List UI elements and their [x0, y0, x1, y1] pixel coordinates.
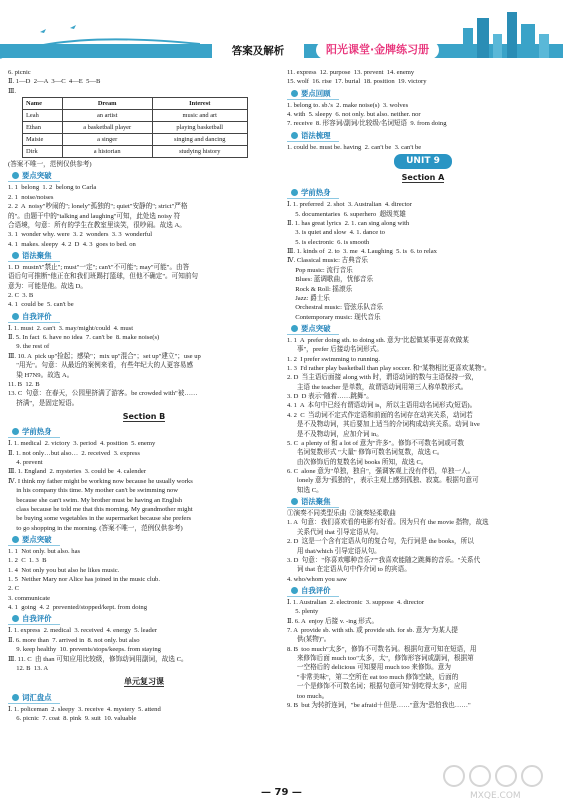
table-cell: studying history — [152, 146, 248, 158]
tag-icon — [291, 132, 298, 139]
tag-label: 语法聚焦 — [22, 250, 52, 260]
answer-line: 4. 1 going 4. 2 prevented/stopped/kept. from doing — [8, 604, 147, 612]
answer-line: 是不及物动词，应加介词 in。 — [287, 430, 383, 438]
answer-line: Ⅱ. 1. not only…but also… 2. received 3. express — [8, 449, 140, 457]
tag-label: 要点回顾 — [301, 88, 331, 98]
page-header — [0, 0, 563, 66]
answer-line: Ⅲ. — [8, 87, 17, 95]
tag-label: 语法聚焦 — [301, 497, 331, 507]
dream-table — [22, 97, 248, 158]
tag-icon — [291, 498, 298, 505]
answer-line: 11. express 12. purpose 13. prevent 14. enemy — [287, 69, 415, 76]
answer-line: 9. B but 为转折连词，"be afraid＋但是……"意为"恐怕我也……" — [287, 701, 471, 709]
answer-block — [8, 263, 280, 310]
answer-line: Orchestral music: 管弦乐队音乐 — [287, 304, 384, 312]
answer-line: 2. D 当主语后面接 along with 时，谓语动词的数与主语保持一致， — [287, 374, 479, 382]
answer-line: 9. the rest of — [8, 343, 50, 351]
table-cell: music and art — [152, 110, 248, 122]
answer-line: 6. C alone 意为"单独，独自"，强调客观上没有伴侣，单独一人。 — [287, 467, 475, 475]
answer-line: Ⅱ. 1. has great lyrics 2. 1. can sing along with — [287, 220, 410, 227]
section-tag — [8, 427, 60, 438]
answer-line: 1. 2 I prefer swimming to running. — [287, 355, 380, 363]
answer-block — [8, 324, 280, 408]
answer-line: Ⅳ. Classical music: 古典音乐 — [287, 257, 368, 265]
table-row — [23, 134, 248, 146]
header-book-title: 阳光课堂·金牌练习册 — [316, 41, 439, 59]
answer-line: Ⅰ. 1. medical 2. victory 3. period 4. position 5. enemy — [8, 440, 156, 448]
answer-line: 4. 1 makes. sleepy 4. 2 D 4. 3 goes to bed. on — [8, 240, 136, 248]
tag-label: 学前热身 — [301, 188, 331, 198]
answer-line: 主语 the teacher 是单数，故谓语动词用第三人称单数形式。 — [287, 383, 468, 391]
table-cell: an artist — [62, 110, 152, 122]
answer-line: 1. 1 Not only. but also. has — [8, 547, 81, 555]
answer-block — [8, 547, 280, 613]
answer-line: 1. could be. must be. having 2. can't be 3. can't be — [287, 143, 422, 151]
table-cell: a historian — [62, 146, 152, 158]
answer-line: Contemporary music: 现代音乐 — [287, 313, 381, 321]
answer-line: 一空格后的 delicious 可知要用 much too 来修饰。意为 — [287, 664, 451, 672]
answer-line: 来修饰后面 much too"太多，太"，修饰形容词或副词，根据第 — [287, 655, 474, 663]
answer-line: Ⅰ. 1. preferred 2. shot 3. Australian 4. director — [287, 201, 412, 209]
table-row — [23, 146, 248, 158]
answer-line: 1. 4 Not only you but also he likes music. — [8, 566, 120, 574]
tag-label: 自我评价 — [22, 614, 52, 624]
tag-icon — [291, 325, 298, 332]
table-cell: Leah — [23, 110, 63, 122]
city-skyline-icon — [455, 4, 555, 60]
answer-line: 1. belong to. sb.'s 2. make noise(s) 3. wolves — [287, 101, 409, 109]
tag-label: 词汇盘点 — [22, 692, 52, 702]
watermark-text: MXQE.COM — [470, 791, 521, 801]
answer-line: 7. A provide sb. with sth. 或 provide sth. for sb. 意为"为某人提 — [287, 627, 459, 635]
tag-icon — [12, 615, 19, 622]
unit-review-title: 单元复习课 — [124, 677, 164, 687]
answer-line: 由次修饰后的复数名词 books 所知，故选 C。 — [287, 458, 428, 466]
table-row — [23, 110, 248, 122]
answer-line: 1. D mustn't"禁止"; must"一定"; can't"不可能"; may"可能"。由答 — [8, 263, 190, 271]
unit-title: UNIT 9 — [394, 154, 452, 169]
tag-icon — [12, 313, 19, 320]
tag-icon — [12, 172, 19, 179]
answer-line: Ⅱ. 1—D 2—A 3—C 4—E 5—B — [8, 78, 101, 86]
table-header: Name — [23, 98, 63, 110]
answer-line: Ⅰ. 1. policeman 2. sleepy 3. receive 4. mystery 5. attend — [8, 705, 161, 713]
answer-line: Ⅰ. 1. Australian 2. electronic 3. suppose 4. director — [287, 598, 425, 606]
answer-line: 4. 1 A 本句中已经有谓语动词 is，所以主语用动名词形式(短语)。 — [287, 402, 477, 410]
table-row — [23, 122, 248, 134]
answer-line: 3. 1 wonder why. were 3. 2 wonders 3. 3 wonderful — [8, 231, 153, 239]
table-cell: Maisie — [23, 134, 63, 146]
tag-label: 要点突破 — [301, 323, 331, 333]
answer-block — [287, 336, 559, 495]
section-tag — [287, 324, 339, 335]
section-title — [287, 172, 559, 183]
answer-line: Jazz: 爵士乐 — [287, 294, 330, 302]
answer-line: 挤满"，是固定短语。 — [8, 399, 79, 407]
section-tag — [287, 188, 339, 199]
answer-line: 4. with 5. sleepy 6. not only. but also. neither. nor — [287, 111, 421, 119]
tag-label: 学前热身 — [22, 427, 52, 437]
answer-block — [287, 598, 559, 710]
answer-line: 1. A 句意：我们喜欢看的电影有好看。因为只有 the movie 指物，故选 — [287, 519, 489, 527]
answer-block — [287, 143, 559, 152]
answer-line: 2. C — [8, 585, 19, 593]
answer-line: 语后句可推断"他正在和我们班踢打篮球，但他不确定"。可知前句 — [8, 273, 199, 281]
answer-note: (答案不唯一，范例仅供参考) — [8, 161, 92, 169]
answer-line: 1. 3 I'd rather play basketball than play soccer. 和"某物相比更喜欢某物"。 — [287, 365, 491, 373]
tag-label: 语法梳理 — [301, 130, 331, 140]
answer-line: Ⅲ. 11. C 由 than 可知应用比较级，修饰动词用副词，故选 C。 — [8, 655, 188, 663]
tag-icon — [12, 428, 19, 435]
table-cell: a singer — [62, 134, 152, 146]
answer-line: 8. B too much"太多"，修饰不可数名词。根据句意可知在短语，用 — [287, 645, 477, 653]
answer-line: 5. C a plenty of 和 a lot of 意为"许多"。修饰不可数名词或可数 — [287, 439, 464, 447]
tag-label: 要点突破 — [22, 171, 52, 181]
answer-line: Pop music: 流行音乐 — [287, 266, 353, 274]
tag-icon — [291, 587, 298, 594]
answer-line: Ⅰ. 1. must 2. can't 3. may/might/could 4. must — [8, 324, 134, 332]
answer-line: in his company this time. My mother can't be swimming now — [8, 487, 179, 495]
answer-line: 7. receive 8. 形容词/副词/比较级/名词短语 9. from doing — [287, 120, 447, 128]
answer-block — [8, 705, 280, 724]
answer-line: 词 that 在定语从句中作介词 to 的宾语。 — [287, 566, 411, 574]
answer-block — [287, 101, 559, 129]
answer-line: Ⅲ. 1. kinds of 2. to 3. me 4. Laughing 5. is 6. to relax — [287, 248, 437, 256]
answer-block — [8, 626, 280, 673]
answer-block — [287, 200, 559, 322]
page-number: — 79 — — [261, 787, 302, 798]
answer-line: 4. who/whom you saw — [287, 575, 347, 583]
answer-line: ①演奏不同类型乐曲 ②演奏轻柔歌曲 — [287, 510, 396, 518]
answer-line: lonely 意为"孤独的"，表示主观上感到孤独、寂寞。根据句意可 — [287, 477, 479, 485]
answer-line: 关系代词 that 引导定语从句。 — [287, 528, 383, 536]
answer-line: be buying some vegetables in the supermarket because she prefers — [8, 515, 192, 523]
header-center-title: 答案及解析 — [212, 44, 304, 58]
answer-line: 11. B 12. B — [8, 380, 40, 388]
answer-line: 5. plenty — [287, 608, 319, 616]
answer-line: 3. D D 表示"随着……跳舞"。 — [287, 393, 373, 401]
answer-line: Ⅲ. 1. England 2. mysteries 3. could be 4. calender — [8, 468, 147, 476]
answer-line: too much。 — [287, 692, 329, 700]
tag-icon — [291, 90, 298, 97]
answer-line: 2. 2 A noisy"吵闹的"; lonely"孤独的"; quiet"安静的"; strict"严格 — [8, 203, 188, 211]
tag-icon — [12, 536, 19, 543]
answer-line: 一个是修饰不可数名词；根据句意可知"别吃得太多"，应用 — [287, 683, 468, 691]
section-tag — [8, 251, 60, 262]
left-column — [8, 68, 280, 723]
answer-line: Ⅳ. I think my father might be working now because he usually works — [8, 477, 193, 485]
answer-line: 的"。由题干中的"talking and laughing"可知，此处选 noisy 符 — [8, 212, 181, 220]
answer-line: 6. picnic — [8, 69, 31, 76]
tag-icon — [12, 694, 19, 701]
answer-line: Ⅱ. 6. more than 7. arrived in 8. not only. but also — [8, 636, 140, 644]
table-header: Interest — [152, 98, 248, 110]
answer-line: 3. communicate — [8, 594, 51, 602]
section-tag — [8, 312, 60, 323]
section-tag — [8, 171, 60, 182]
answer-line: "非常美味"，第二空所在 eat too much 修饰空缺，后面的 — [287, 673, 459, 681]
section-tag — [8, 535, 60, 546]
table-header-row — [23, 98, 248, 110]
answer-block — [8, 439, 280, 533]
answer-line: 4. 2 C 当动词不定式作定语和前面的名词存在动宾关系，动词若 — [287, 411, 473, 419]
section-tag — [287, 89, 339, 100]
section-tag — [8, 614, 60, 625]
answer-line: 3. is quiet and slow 4. 1. dance to — [287, 229, 385, 237]
answer-line: 供(某物)"。 — [287, 636, 331, 644]
table-cell: Dirk — [23, 146, 63, 158]
answer-line: "用光"。句意：从最近的案例来看，有些年纪大的人更容易感 — [8, 362, 194, 370]
answer-line: 4. prevent — [8, 459, 43, 467]
section-title — [8, 411, 280, 422]
answer-line: 4. 1 could be 5. can't be — [8, 301, 74, 309]
answer-line: Ⅱ. 6. A enjoy 后接 v. -ing 形式。 — [287, 617, 379, 625]
section-title — [8, 676, 280, 687]
answer-line: 意为：可能是他。故选 D。 — [8, 282, 87, 290]
tag-icon — [291, 189, 298, 196]
answer-line: 1. 1 belong 1. 2 belong to Carla — [8, 184, 97, 192]
answer-block — [287, 509, 559, 584]
answer-line: 知选 C。 — [287, 486, 323, 494]
table-cell: singing and dancing — [152, 134, 248, 146]
answer-line: Ⅲ. 10. A pick up"捡起；感染"；mix up"混合"；set up"建立"；use up — [8, 352, 201, 360]
answer-block — [8, 183, 280, 249]
section-tag — [287, 586, 339, 597]
answer-line: 13. C 句意：在春天，公园里挤满了游客。be crowded with"被…… — [8, 390, 198, 398]
answer-line: to go shopping in the morning. (答案不唯一，范例仅供参考) — [8, 524, 183, 532]
answer-line: 1. 1 A prefer doing sth. to doing sth. 意为"比起做某事更喜欢做某 — [287, 336, 469, 344]
tag-label: 自我评价 — [22, 311, 52, 321]
section-tag — [287, 131, 339, 142]
answer-line: 2. 1 noise/noises — [8, 193, 54, 201]
right-column — [287, 68, 559, 710]
answer-line: 15. wolf 16. rise 17. burial 18. position 19. victory — [287, 78, 427, 86]
section-b-title: Section B — [122, 411, 166, 421]
tag-icon — [12, 252, 19, 259]
answer-line: 是不及物动词，其后要加上适当的介词构成动宾关系。动词 live — [287, 421, 480, 429]
answer-line: 用 that/which 引导定语从句。 — [287, 547, 381, 555]
answer-line: class because he told me that this morning. My grandmother might — [8, 505, 193, 513]
answer-line: Rock & Roll: 摇滚乐 — [287, 285, 353, 293]
answer-line: 5. is electronic 6. is smooth — [287, 238, 370, 246]
section-tag — [8, 693, 60, 704]
watermark — [440, 762, 558, 802]
tag-label: 自我评价 — [301, 585, 331, 595]
answer-line: 2. C 3. B — [8, 292, 34, 300]
section-a-title: Section A — [401, 172, 445, 182]
table-header: Dream — [62, 98, 152, 110]
answer-line: Ⅰ. 1. express 2. medical 3. received 4. energy 5. leader — [8, 627, 157, 635]
answer-line: because she can't swim. My brother must be having an English — [8, 496, 183, 504]
table-cell: Ethan — [23, 122, 63, 134]
answer-line: 5. documentaries 6. superhero 超级英雄 — [287, 210, 406, 218]
answer-line: Ⅱ. 5. In fact 6. have no idea 7. can't be 8. make noise(s) — [8, 334, 160, 342]
answer-line: 1. 5 Neither Mary nor Alice has joined in the music club. — [8, 576, 160, 584]
answer-line: 6. picnic 7. coat 8. pink 9. suit 10. valuable — [8, 714, 137, 722]
answer-line: 染 H7N9。故选 A。 — [8, 371, 74, 379]
answer-line: 合语境，句意：所有的学生在教室里谈笑，很吵闹。故选 A。 — [8, 221, 186, 229]
answer-line: 2. D 这是一个含有定语从句的复合句，先行词是 the books，所以 — [287, 538, 474, 546]
answer-line: 9. keep healthy 10. prevents/stops/keeps. from staying — [8, 646, 161, 654]
answer-line: 12. B 13. A — [8, 664, 49, 672]
answer-line: 事"，prefer 后接动名词形式。 — [287, 346, 383, 354]
answer-line: 名词复数形式 "大量" 修饰可数名词复数，故选 C。 — [287, 449, 444, 457]
answer-line: 3. D 句意："你喜欢哪种音乐?""我喜欢能随之跳舞的音乐。"关系代 — [287, 556, 481, 564]
table-cell: playing basketball — [152, 122, 248, 134]
table-cell: a basketball player — [62, 122, 152, 134]
tag-label: 要点突破 — [22, 534, 52, 544]
unit-badge — [287, 154, 559, 169]
answer-line: Blues: 蓝调歌曲，忧郁音乐 — [287, 276, 374, 284]
answer-line: 1. 2 C 1. 3 B — [8, 557, 47, 565]
section-tag — [287, 497, 339, 508]
